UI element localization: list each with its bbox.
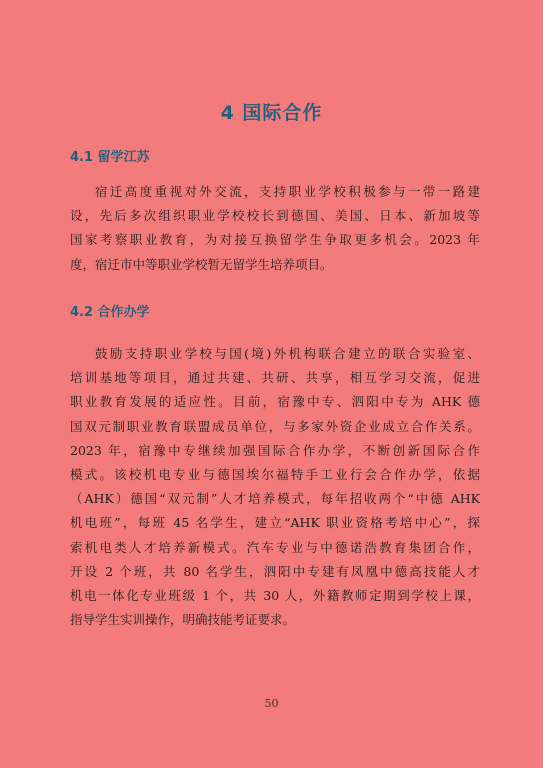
paragraph-line: 模式。该校机电专业与德国埃尔福特手工业行会合作办学，依据: [70, 467, 480, 483]
paragraph-line: 开设 2 个班，共 80 名学生，泗阳中专建有凤凰中德高技能人才: [70, 563, 480, 579]
paragraph-line: 国双元制职业教育联盟成员单位，与多家外资企业成立合作关系。: [70, 418, 480, 434]
paragraph-cooperative-education: [70, 342, 480, 632]
paragraph-line: 2023 年，宿豫中专继续加强国际合作办学，不断创新国际合作: [70, 442, 480, 458]
paragraph-line: 宿迁高度重视对外交流，支持职业学校积极参与一带一路建: [95, 184, 480, 199]
page-number: 50: [264, 697, 279, 710]
chapter-title: 4 国际合作: [220, 102, 323, 124]
paragraph-line: 设，先后多次组织职业学校校长到德国、美国、日本、新加坡等: [70, 208, 480, 224]
paragraph-line: （AHK）德国“双元制”人才培养模式，每年招收两个“中德 AHK: [70, 491, 480, 507]
paragraph-line: 度，宿迁市中等职业学校暂无留学生培养项目。: [70, 256, 333, 272]
paragraph-line: 职业教育发展的适应性。目前，宿豫中专、泗阳中专为 AHK 德: [70, 394, 480, 410]
paragraph-line: 指导学生实训操作，明确技能考证要求。: [70, 612, 296, 628]
section-title-study-in-jiangsu: 4.1 留学江苏: [70, 150, 150, 165]
paragraph-line: 培训基地等项目，通过共建、共研、共享，相互学习交流，促进: [70, 370, 480, 386]
paragraph-line: 索机电类人才培养新模式。汽车专业与中德诺浩教育集团合作，: [70, 539, 480, 555]
paragraph-line: 机电班”，每班 45 名学生，建立“AHK 职业资格考培中心”，探: [70, 515, 480, 531]
paragraph-line: 机电一体化专业班级 1 个，共 30 人，外籍教师定期到学校上课，: [70, 588, 480, 604]
paragraph-study-in-jiangsu: [70, 180, 480, 277]
paragraph-line: 国家考察职业教育，为对接互换留学生争取更多机会。2023 年: [70, 232, 480, 248]
paragraph-line: 鼓励支持职业学校与国(境)外机构联合建立的联合实验室、: [95, 346, 480, 361]
section-title-cooperative-education: 4.2 合作办学: [70, 305, 150, 320]
